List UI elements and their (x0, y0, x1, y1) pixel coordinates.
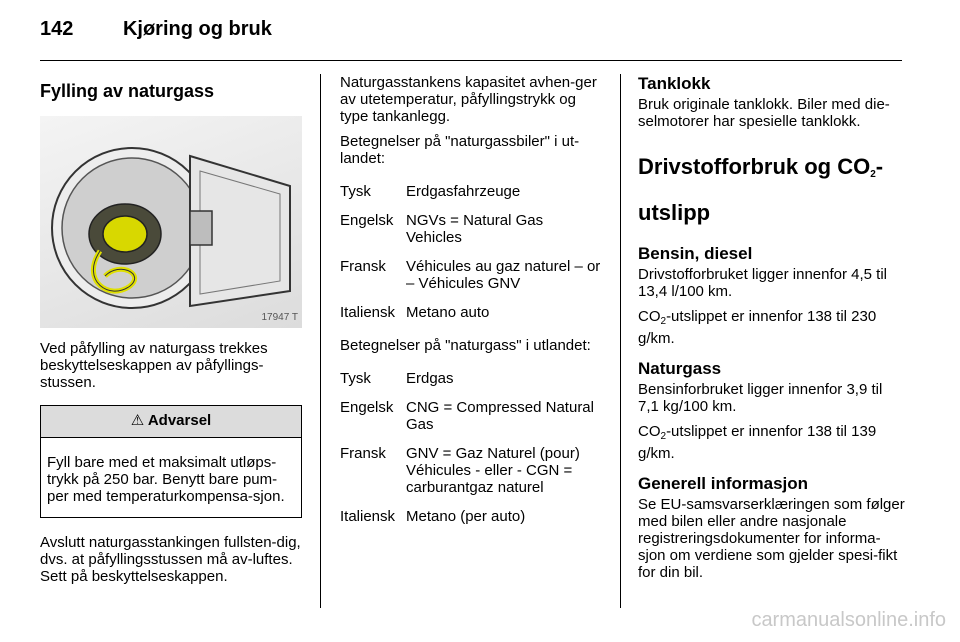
warning-text: Fyll bare med et maksimalt utløps-trykk på 250 bar. Benytt bare pum-per med temperaturkompensa-sjon. (47, 454, 285, 505)
paragraph-naturgass-consumption: Bensinforbruket ligger innenfor 3,9 til 7,1 kg/100 km. (638, 381, 883, 415)
column-3 (638, 74, 906, 589)
term-language: Engelsk (340, 212, 394, 229)
co2-subscript: 2 (660, 431, 667, 442)
paragraph-vehicle-terms: Betegnelser på "naturgassbiler" i ut-landet: (340, 133, 580, 167)
column-divider-1 (320, 74, 321, 608)
table-row (340, 370, 602, 387)
term-value: Metano (per auto) (406, 508, 526, 525)
co2-text: -utslippet er innenfor 138 til 139 g/km. (638, 423, 877, 462)
heading-bensin-diesel: Bensin, diesel (638, 244, 753, 263)
paragraph-tank-capacity: Naturgasstankens kapasitet avhen-ger av utetemperatur, påfyllingstrykk og type tankanlegg. (340, 74, 597, 125)
table-row (340, 183, 602, 200)
table-row (340, 258, 602, 292)
section-heading-consumption (638, 148, 906, 232)
table-row (340, 445, 602, 496)
paragraph-generell: Se EU-samsvarserklæringen som følger med bilen eller andre nasjonale registreringsdokumenter for informa-sjon om verdiene som gjelder spesi-fikt for din bil. (638, 496, 905, 581)
term-language: Engelsk (340, 399, 394, 416)
co2-label: CO (638, 308, 661, 325)
term-language: Italiensk (340, 304, 396, 321)
paragraph-naturgass-co2 (638, 423, 906, 462)
term-value: GNV = Gaz Naturel (pour) Véhicules - eller - CGN = carburantgaz naturel (406, 445, 580, 496)
term-language: Fransk (340, 445, 386, 462)
co2-subscript: 2 (660, 316, 667, 327)
heading-tanklokk: Tanklokk (638, 74, 711, 93)
vehicle-terms-table (340, 183, 602, 321)
heading-naturgass: Naturgass (638, 359, 722, 378)
header-rule (40, 60, 902, 61)
warning-box (40, 405, 302, 518)
column-divider-2 (620, 74, 621, 608)
fuel-filler-drawing (40, 116, 302, 328)
chapter-title: Kjøring og bruk (122, 18, 272, 40)
page-header (40, 18, 272, 41)
term-value: Véhicules au gaz naturel – or – Véhicules GNV (406, 258, 601, 292)
term-language: Italiensk (340, 508, 396, 525)
table-row (340, 508, 602, 525)
page-number: 142 (40, 18, 74, 40)
term-language: Tysk (340, 183, 371, 200)
warning-title: Advarsel (147, 412, 212, 429)
section-heading-natural-gas: Fylling av naturgass (40, 81, 215, 101)
watermark: carmanualsonline.info (751, 609, 946, 631)
paragraph-remove-cap: Ved påfylling av naturgass trekkes beskyttelseskappen av påfyllings-stussen. (40, 340, 268, 391)
fuel-filler-illustration (40, 116, 302, 328)
term-language: Tysk (340, 370, 371, 387)
warning-header (41, 406, 301, 438)
heading-generell: Generell informasjon (638, 474, 809, 493)
table-row (340, 212, 602, 246)
table-row (340, 304, 602, 321)
table-row (340, 399, 602, 433)
term-value: Erdgasfahrzeuge (406, 183, 521, 200)
paragraph-tanklokk: Bruk originale tanklokk. Biler med die-selmotorer har spesielle tanklokk. (638, 96, 890, 130)
co2-label: CO (638, 423, 661, 440)
figure-code: 17947 T (261, 312, 298, 323)
term-value: NGVs = Natural Gas Vehicles (406, 212, 544, 246)
column-2 (340, 74, 602, 537)
gas-terms-table (340, 370, 602, 525)
heading-text-end: -utslipp (638, 154, 884, 225)
co2-text: -utslippet er innenfor 138 til 230 g/km. (638, 308, 877, 347)
column-1 (40, 74, 302, 593)
heading-text: Drivstofforbruk og CO (638, 154, 871, 179)
heading-subscript: 2 (870, 169, 876, 180)
paragraph-bensin-co2 (638, 308, 906, 347)
warning-triangle-icon: ⚠ (130, 412, 145, 429)
paragraph-bensin-consumption: Drivstofforbruket ligger innenfor 4,5 til 13,4 l/100 km. (638, 266, 888, 300)
paragraph-gas-terms: Betegnelser på "naturgass" i utlandet: (340, 337, 591, 354)
paragraph-finish-filling: Avslutt naturgasstankingen fullsten-dig, dvs. at påfyllingsstussen må av-luftes. Sett på beskyttelseskappen. (40, 534, 301, 585)
term-language: Fransk (340, 258, 386, 275)
term-value: Erdgas (406, 370, 454, 387)
term-value: CNG = Compressed Natural Gas (406, 399, 594, 433)
term-value: Metano auto (406, 304, 490, 321)
